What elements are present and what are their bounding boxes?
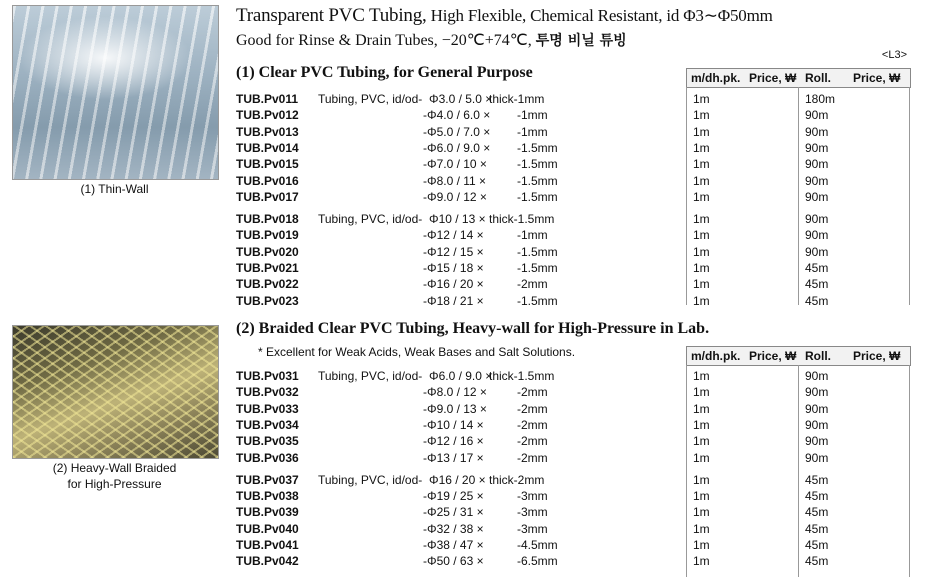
table-row — [236, 260, 911, 276]
product-thickness: -4.5mm — [517, 538, 558, 552]
product-code: TUB.Pv014 — [236, 140, 299, 155]
product-mdh: 1m — [693, 538, 710, 552]
product-thickness: -2mm — [517, 385, 548, 400]
product-mdh: 1m — [693, 92, 710, 106]
table-row — [236, 91, 911, 107]
product-thickness: -1.5mm — [517, 244, 558, 259]
product-dimensions: -Φ12 / 15 × — [423, 244, 484, 259]
table-row — [236, 244, 911, 260]
product-thickness: -1.5mm — [517, 261, 558, 275]
product-roll: 90m — [805, 385, 829, 400]
braided-tubing-photo — [12, 325, 219, 459]
product-roll: 45m — [805, 538, 829, 552]
product-thickness: -1.5mm — [517, 140, 558, 155]
product-thickness: -3mm — [517, 489, 548, 504]
table-row — [236, 211, 911, 227]
product-code: TUB.Pv035 — [236, 434, 299, 449]
table-row — [236, 293, 911, 309]
product-roll: 45m — [805, 554, 829, 569]
table-row — [236, 173, 911, 189]
photo1-caption: (1) Thin-Wall — [80, 182, 149, 196]
product-dimensions: Φ16 / 20 × — [429, 472, 486, 487]
product-mdh: 1m — [693, 369, 710, 383]
product-thickness: -2mm — [517, 434, 548, 449]
product-dimensions: -Φ25 / 31 × — [423, 505, 484, 520]
table-row — [236, 472, 911, 488]
product-desc: Tubing, PVC, id/od- — [318, 92, 423, 106]
table-row — [236, 521, 911, 537]
col-roll: Roll. — [805, 71, 831, 85]
page-subtitle-en: Good for Rinse & Drain Tubes, −20℃+74℃, — [236, 32, 532, 49]
product-thickness: -6.5mm — [517, 554, 558, 569]
product-mdh: 1m — [693, 108, 710, 123]
photo2-caption — [12, 460, 217, 492]
table-row — [236, 553, 911, 569]
product-code: TUB.Pv015 — [236, 157, 299, 172]
page-title — [236, 5, 773, 27]
col-roll: Roll. — [805, 349, 831, 363]
product-dimensions: -Φ15 / 18 × — [423, 261, 484, 275]
product-dimensions: -Φ18 / 21 × — [423, 293, 484, 308]
table-row — [236, 384, 911, 400]
product-roll: 45m — [805, 261, 829, 275]
table-row — [236, 488, 911, 504]
table-row — [236, 276, 911, 292]
product-code: TUB.Pv042 — [236, 554, 299, 569]
product-dimensions: Φ3.0 / 5.0 × — [429, 92, 493, 106]
product-roll: 180m — [805, 92, 836, 106]
table-row — [236, 124, 911, 140]
product-code: TUB.Pv013 — [236, 124, 299, 139]
product-mdh: 1m — [693, 228, 710, 243]
product-thickness: -1.5mm — [517, 189, 558, 204]
catalog-code: <L3> — [881, 49, 907, 61]
product-dimensions: -Φ12 / 14 × — [423, 228, 484, 243]
product-code: TUB.Pv020 — [236, 244, 299, 259]
product-roll: 90m — [805, 189, 829, 204]
col-price2: Price, ₩ — [853, 349, 901, 363]
product-code: TUB.Pv011 — [236, 92, 299, 106]
product-roll: 90m — [805, 450, 829, 465]
product-roll: 90m — [805, 228, 829, 243]
product-thickness: -1.5mm — [517, 173, 558, 188]
product-mdh: 1m — [693, 173, 710, 188]
product-mdh: 1m — [693, 505, 710, 520]
product-roll: 45m — [805, 489, 829, 504]
product-code: TUB.Pv031 — [236, 369, 299, 383]
product-code: TUB.Pv023 — [236, 293, 299, 308]
section1-title: (1) Clear PVC Tubing, for General Purpose — [236, 64, 533, 81]
product-thickness: -2mm — [517, 450, 548, 465]
product-roll: 90m — [805, 401, 829, 416]
section1-column-header — [686, 68, 911, 88]
product-dimensions: -Φ9.0 / 13 × — [423, 401, 487, 416]
table-row — [236, 537, 911, 553]
product-thickness: -1mm — [517, 124, 548, 139]
page-title-rest: High Flexible, Chemical Resistant, id Φ3∼Φ50mm — [430, 6, 773, 25]
product-roll: 90m — [805, 434, 829, 449]
product-dimensions: -Φ16 / 20 × — [423, 277, 484, 292]
section2-column-header — [686, 346, 911, 366]
product-roll: 90m — [805, 157, 829, 172]
product-dimensions: -Φ8.0 / 12 × — [423, 385, 487, 400]
photo2-caption-line1: (2) Heavy-Wall Braided — [52, 461, 177, 475]
product-mdh: 1m — [693, 489, 710, 504]
product-code: TUB.Pv033 — [236, 401, 299, 416]
product-desc: Tubing, PVC, id/od- — [318, 212, 423, 227]
product-mdh: 1m — [693, 417, 710, 432]
product-roll: 45m — [805, 521, 829, 536]
product-thickness: -1mm — [517, 108, 548, 123]
thin-wall-tubing-photo — [12, 5, 219, 180]
product-dimensions: -Φ6.0 / 9.0 × — [423, 140, 491, 155]
col-price1: Price, ₩ — [749, 71, 797, 85]
product-code: TUB.Pv037 — [236, 472, 299, 487]
product-desc: Tubing, PVC, id/od- — [318, 472, 423, 487]
product-mdh: 1m — [693, 521, 710, 536]
product-thickness: thick-1mm — [489, 92, 545, 106]
product-roll: 45m — [805, 505, 829, 520]
product-desc: Tubing, PVC, id/od- — [318, 369, 423, 383]
product-mdh: 1m — [693, 554, 710, 569]
product-dimensions: -Φ32 / 38 × — [423, 521, 484, 536]
table-row — [236, 504, 911, 520]
product-dimensions: -Φ38 / 47 × — [423, 538, 484, 552]
product-mdh: 1m — [693, 434, 710, 449]
product-dimensions: -Φ7.0 / 10 × — [423, 157, 487, 172]
product-roll: 90m — [805, 124, 829, 139]
col-price2: Price, ₩ — [853, 71, 901, 85]
product-mdh: 1m — [693, 212, 710, 227]
product-thickness: -2mm — [517, 401, 548, 416]
product-code: TUB.Pv034 — [236, 417, 299, 432]
product-code: TUB.Pv022 — [236, 277, 299, 292]
product-thickness: thick-2mm — [489, 472, 545, 487]
table-row — [236, 156, 911, 172]
product-dimensions: -Φ5.0 / 7.0 × — [423, 124, 491, 139]
product-dimensions: -Φ8.0 / 11 × — [423, 173, 487, 188]
product-dimensions: -Φ10 / 14 × — [423, 417, 484, 432]
product-code: TUB.Pv019 — [236, 228, 299, 243]
photo2-caption-line2: for High-Pressure — [67, 477, 162, 491]
product-mdh: 1m — [693, 157, 710, 172]
product-thickness: thick-1.5mm — [489, 212, 555, 227]
product-mdh: 1m — [693, 124, 710, 139]
product-dimensions: -Φ13 / 17 × — [423, 450, 484, 465]
table-row — [236, 401, 911, 417]
product-dimensions: -Φ9.0 / 12 × — [423, 189, 487, 204]
product-thickness: -1.5mm — [517, 293, 558, 308]
product-mdh: 1m — [693, 401, 710, 416]
product-code: TUB.Pv012 — [236, 108, 299, 123]
product-roll: 90m — [805, 369, 829, 383]
product-roll: 45m — [805, 277, 829, 292]
product-code: TUB.Pv040 — [236, 521, 299, 536]
product-thickness: -1.5mm — [517, 157, 558, 172]
product-mdh: 1m — [693, 450, 710, 465]
product-mdh: 1m — [693, 472, 710, 487]
table-row — [236, 433, 911, 449]
product-code: TUB.Pv036 — [236, 450, 299, 465]
product-roll: 90m — [805, 244, 829, 259]
table-row — [236, 368, 911, 384]
page-subtitle — [236, 30, 627, 50]
product-thickness: -3mm — [517, 521, 548, 536]
page-title-main: Transparent PVC Tubing, — [236, 5, 427, 26]
product-dimensions: -Φ50 / 63 × — [423, 554, 484, 569]
product-code: TUB.Pv032 — [236, 385, 299, 400]
page-subtitle-kr: 투명 비닐 튜빙 — [535, 33, 627, 49]
product-code: TUB.Pv018 — [236, 212, 299, 227]
table-row — [236, 189, 911, 205]
product-code: TUB.Pv021 — [236, 261, 299, 275]
col-mdh: m/dh.pk. — [691, 349, 741, 363]
product-code: TUB.Pv038 — [236, 489, 299, 504]
product-code: TUB.Pv039 — [236, 505, 299, 520]
product-roll: 90m — [805, 173, 829, 188]
product-thickness: -3mm — [517, 505, 548, 520]
product-code: TUB.Pv041 — [236, 538, 299, 552]
product-mdh: 1m — [693, 244, 710, 259]
col-price1: Price, ₩ — [749, 349, 797, 363]
table-row — [236, 450, 911, 466]
table-row — [236, 107, 911, 123]
product-roll: 45m — [805, 472, 829, 487]
product-code: TUB.Pv016 — [236, 173, 299, 188]
table-row — [236, 140, 911, 156]
table-row — [236, 417, 911, 433]
product-mdh: 1m — [693, 277, 710, 292]
product-roll: 90m — [805, 417, 829, 432]
product-dimensions: Φ10 / 13 × — [429, 212, 486, 227]
section2-note: * Excellent for Weak Acids, Weak Bases and Salt Solutions. — [258, 345, 576, 359]
product-thickness: -2mm — [517, 277, 548, 292]
product-mdh: 1m — [693, 385, 710, 400]
product-dimensions: -Φ4.0 / 6.0 × — [423, 108, 491, 123]
product-roll: 45m — [805, 293, 829, 308]
product-thickness: -1mm — [517, 228, 548, 243]
product-roll: 90m — [805, 108, 829, 123]
product-mdh: 1m — [693, 293, 710, 308]
table-row — [236, 227, 911, 243]
product-thickness: -2mm — [517, 417, 548, 432]
product-mdh: 1m — [693, 261, 710, 275]
product-mdh: 1m — [693, 140, 710, 155]
product-thickness: thick-1.5mm — [489, 369, 555, 383]
product-code: TUB.Pv017 — [236, 189, 299, 204]
product-dimensions: Φ6.0 / 9.0 × — [429, 369, 493, 383]
product-dimensions: -Φ19 / 25 × — [423, 489, 484, 504]
section2-title: (2) Braided Clear PVC Tubing, Heavy-wall for High-Pressure in Lab. — [236, 320, 710, 337]
col-mdh: m/dh.pk. — [691, 71, 741, 85]
product-roll: 90m — [805, 212, 829, 227]
product-roll: 90m — [805, 140, 829, 155]
product-dimensions: -Φ12 / 16 × — [423, 434, 484, 449]
product-mdh: 1m — [693, 189, 710, 204]
